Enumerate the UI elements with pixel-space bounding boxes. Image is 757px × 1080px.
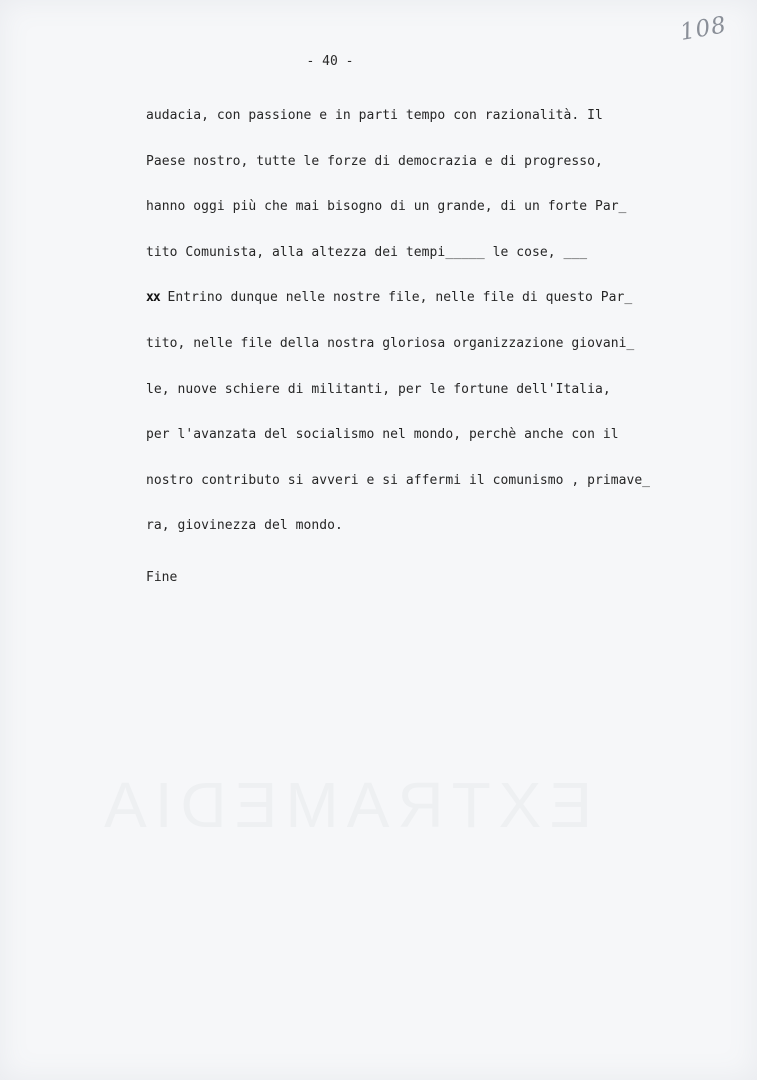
text-line-6: tito, nelle file della nostra gloriosa organizzazione giovani̲ (146, 335, 635, 351)
text-line-1: audacia, con passione e in parti tempo con razionalità. Il (146, 108, 603, 123)
text-line-8: per l'avanzata del socialismo nel mondo, perchè anche con il (146, 427, 619, 443)
struck-out-characters: xx (146, 290, 160, 306)
text-line-3: hanno oggi più che mai bisogno di un grande, di un forte Par̲ (146, 199, 627, 215)
closing-word: Fine (146, 570, 178, 585)
text-line-2: Paese nostro, tutte le forze di democrazia e di progresso, (146, 153, 603, 169)
text-line-10: ra, giovinezza del mondo. (146, 518, 343, 534)
bleed-through-watermark: EXTRAMEDIA (96, 769, 593, 841)
page-number: - 40 - (306, 54, 354, 69)
text-line-5 (146, 288, 706, 334)
text-line-5-body: Entrino dunque nelle nostre file, nelle file di questo Par̲ (167, 290, 633, 306)
text-line-7: le, nuove schiere di militanti, per le fortune dell'Italia, (146, 381, 611, 397)
text-line-9: nostro contributo si avveri e si affermi il comunismo , primave̲ (146, 472, 651, 488)
handwritten-archive-number: 108 (678, 12, 729, 46)
text-line-4: tito Comunista, alla altezza dei tempi_____ le cose, ___ (146, 244, 588, 260)
body-text (146, 106, 706, 562)
